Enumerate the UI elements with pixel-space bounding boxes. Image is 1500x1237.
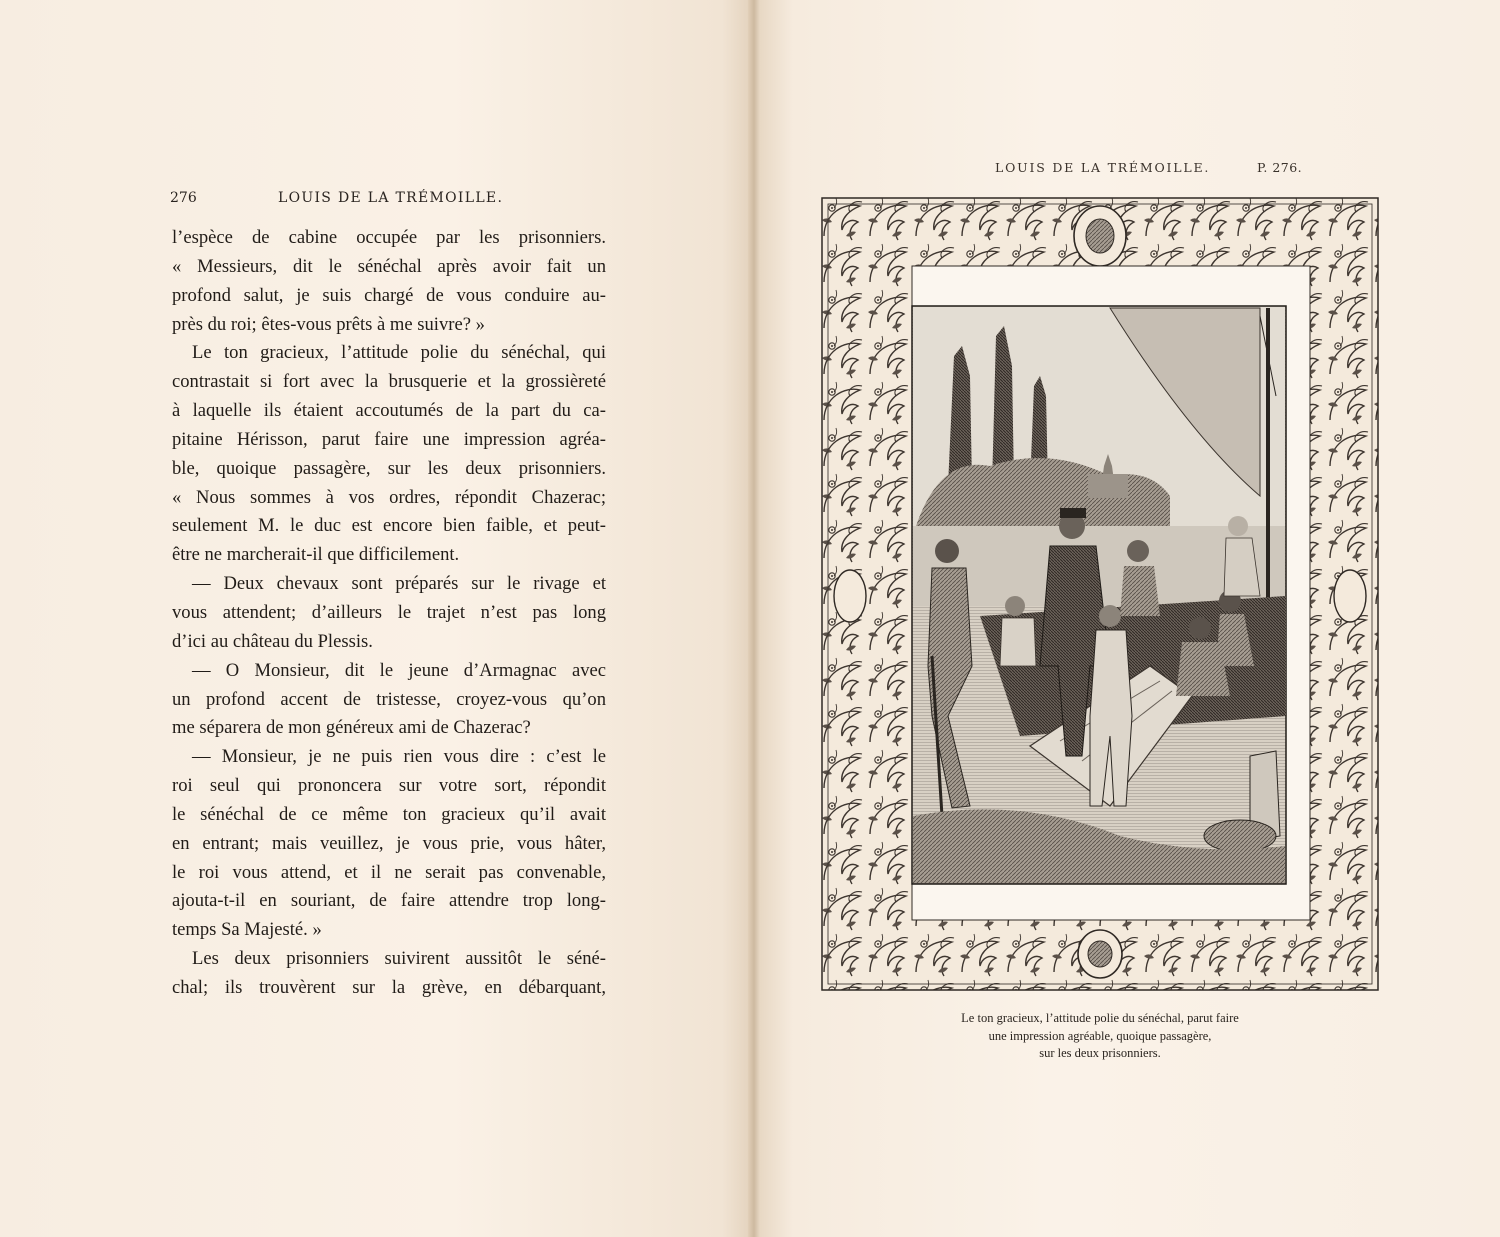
text-line: pitaine Hérisson, parut faire une impression agréa- [172,428,606,450]
text-line: chal; ils trouvèrent sur la grève, en débarquant, [172,976,606,998]
text-line: temps Sa Majesté. » [172,919,322,941]
text-line: en entrant; mais veuillez, je vous prie, vous hâter, [172,832,606,854]
text-line: contrastait si fort avec la brusquerie et la grossièreté [172,371,606,393]
running-title-right: LOUIS DE LA TRÉMOILLE. [995,160,1211,175]
text-line: le roi vous attend, et il ne serait pas convenable, [172,861,606,883]
book-gutter [748,0,760,1237]
floral-scroll-border-icon [820,196,1380,992]
text-line: près du roi; êtes-vous prêts à me suivre? » [172,313,485,335]
text-line: « Messieurs, dit le sénéchal après avoir fait un [172,255,606,277]
text-line: l’espèce de cabine occupée par les prisonniers. [172,227,606,248]
body-text [172,224,606,1003]
plate-caption [920,1010,1280,1063]
plate-page-reference: P. 276. [1257,160,1303,175]
text-line: ble, quoique passagère, sur les deux prisonniers. [172,457,606,479]
caption-line: Le ton gracieux, l’attitude polie du sénéchal, parut faire [961,1011,1239,1025]
text-line: Les deux prisonniers suivirent aussitôt le séné- [192,948,606,970]
text-line: « Nous sommes à vos ordres, répondit Chazerac; [172,486,606,508]
text-line: — O Monsieur, dit le jeune d’Armagnac avec [192,659,606,681]
text-line: le sénéchal de ce même ton gracieux qu’il avait [172,803,606,825]
page-number: 276 [170,190,197,206]
caption-line: une impression agréable, quoique passagère, [988,1028,1212,1043]
right-page-header [995,160,1305,180]
text-line: profond salut, je suis chargé de vous conduire au- [172,284,606,306]
text-line: seulement M. le duc est encore bien faible, et peut- [172,515,606,537]
riverbank-boat-scene-icon [912,306,1286,884]
text-line: Le ton gracieux, l’attitude polie du sénéchal, qui [192,342,606,364]
text-line: ajouta-t-il en souriant, de faire attendre trop long- [172,890,606,912]
running-title-left: LOUIS DE LA TRÉMOILLE. [278,190,504,206]
text-line: à laquelle ils étaient accoutumés de la part du ca- [172,400,606,422]
caption-line: sur les deux prisonniers. [1039,1046,1161,1060]
text-line: roi seul qui prononcera sur votre sort, répondit [172,775,606,797]
text-line: d’ici au château du Plessis. [172,630,373,652]
left-page-header [170,190,610,214]
text-line: un profond accent de tristesse, croyez-vous qu’on [172,688,606,710]
text-line: — Monsieur, je ne puis rien vous dire : c’est le [192,746,606,768]
text-line: vous attendent; d’ailleurs le trajet n’est pas long [172,601,606,623]
text-line: être ne marcherait-il que difficilement. [172,544,460,566]
text-line: me séparera de mon généreux ami de Chazerac? [172,717,531,739]
engraving-plate [820,196,1380,992]
text-line: — Deux chevaux sont préparés sur le rivage et [192,573,606,595]
